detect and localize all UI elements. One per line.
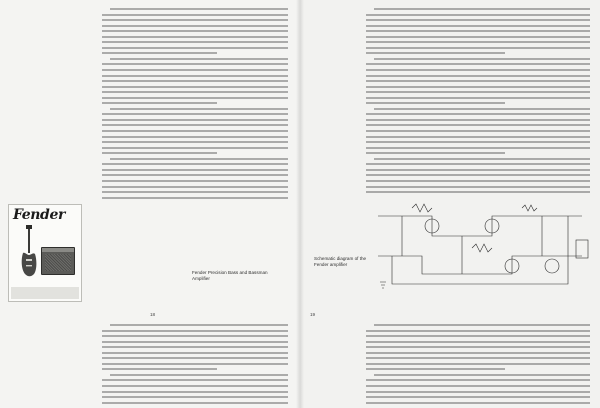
text-line: [102, 152, 217, 154]
text-line: [366, 346, 590, 348]
text-line: [102, 163, 288, 165]
text-line: [102, 352, 288, 354]
right-folio: 19: [310, 312, 316, 317]
text-line: [366, 335, 590, 337]
text-line: [366, 113, 590, 115]
left-folio: 18: [150, 312, 156, 317]
text-line: [366, 357, 590, 359]
text-line: [102, 36, 288, 38]
text-line: [366, 75, 590, 77]
left-main-column: [102, 8, 288, 200]
text-line: [366, 41, 590, 43]
text-line: [366, 152, 505, 154]
text-line: [102, 136, 288, 138]
text-line: [102, 363, 288, 365]
text-line: [366, 180, 590, 182]
text-line: [102, 80, 288, 82]
text-line: [366, 130, 590, 132]
text-line: [102, 130, 288, 132]
left-lower-column: [102, 324, 288, 404]
text-line: [110, 8, 288, 10]
right-lower-column: [366, 324, 590, 404]
text-line: [102, 186, 288, 188]
text-line: [102, 180, 288, 182]
text-line: [102, 63, 288, 65]
text-line: [366, 124, 590, 126]
text-line: [102, 391, 288, 393]
text-line: [374, 324, 590, 326]
text-line: [102, 402, 288, 404]
text-line: [102, 69, 288, 71]
text-line: [366, 352, 590, 354]
text-line: [102, 330, 288, 332]
text-line: [366, 119, 590, 121]
text-line: [110, 374, 288, 376]
text-line: [366, 402, 590, 404]
text-line: [102, 346, 288, 348]
text-line: [366, 163, 590, 165]
bassman-amplifier-icon: [41, 247, 75, 275]
text-line: [102, 41, 288, 43]
text-line: [366, 186, 590, 188]
text-line: [366, 36, 590, 38]
text-line: [366, 52, 505, 54]
text-line: [102, 75, 288, 77]
text-line: [366, 25, 590, 27]
text-line: [102, 25, 288, 27]
text-line: [110, 108, 288, 110]
text-line: [366, 368, 505, 370]
text-line: [102, 385, 288, 387]
text-line: [102, 14, 288, 16]
text-line: [102, 97, 288, 99]
text-line: [366, 47, 590, 49]
text-line: [366, 385, 590, 387]
text-line: [102, 119, 288, 121]
text-line: [102, 86, 288, 88]
text-line: [102, 147, 288, 149]
text-line: [366, 69, 590, 71]
text-line: [102, 124, 288, 126]
text-line: [102, 141, 288, 143]
text-line: [366, 80, 590, 82]
fender-logo: Fender: [13, 207, 65, 223]
text-line: [366, 341, 590, 343]
spine-shadow: [296, 0, 304, 408]
text-line: [374, 58, 590, 60]
text-line: [366, 91, 590, 93]
text-line: [366, 391, 590, 393]
text-line: [374, 158, 590, 160]
text-line: [366, 136, 590, 138]
bass-guitar-icon: [19, 225, 39, 277]
text-line: [102, 169, 288, 171]
text-line: [102, 113, 288, 115]
text-line: [366, 191, 590, 193]
text-line: [374, 8, 590, 10]
text-line: [366, 141, 590, 143]
text-line: [102, 47, 288, 49]
text-line: [374, 374, 590, 376]
text-line: [102, 368, 217, 370]
text-line: [102, 197, 288, 199]
text-line: [102, 30, 288, 32]
text-line: [366, 63, 590, 65]
fender-advertisement: [8, 204, 82, 302]
text-line: [102, 174, 288, 176]
text-line: [102, 341, 288, 343]
text-line: [366, 363, 590, 365]
text-line: [102, 91, 288, 93]
text-line: [102, 396, 288, 398]
ad-footer: [11, 287, 79, 299]
fender-ad-caption: Fender Precision Bass and Bassman Amplifier: [192, 270, 268, 281]
right-main-column: [366, 8, 590, 194]
text-line: [110, 158, 288, 160]
text-line: [366, 379, 590, 381]
text-line: [102, 19, 288, 21]
text-line: [102, 52, 217, 54]
text-line: [366, 147, 590, 149]
text-line: [110, 58, 288, 60]
text-line: [366, 97, 590, 99]
text-line: [366, 102, 505, 104]
text-line: [374, 108, 590, 110]
text-line: [102, 102, 217, 104]
text-line: [366, 19, 590, 21]
text-line: [110, 324, 288, 326]
text-line: [102, 335, 288, 337]
text-line: [366, 174, 590, 176]
text-line: [102, 379, 288, 381]
schematic-caption: Schematic diagram of the Fender amplifier: [314, 256, 367, 267]
text-line: [366, 14, 590, 16]
text-line: [366, 86, 590, 88]
text-line: [102, 191, 288, 193]
text-line: [366, 30, 590, 32]
text-line: [366, 330, 590, 332]
text-line: [366, 396, 590, 398]
text-line: [366, 169, 590, 171]
amplifier-schematic: [372, 196, 594, 292]
text-line: [102, 357, 288, 359]
